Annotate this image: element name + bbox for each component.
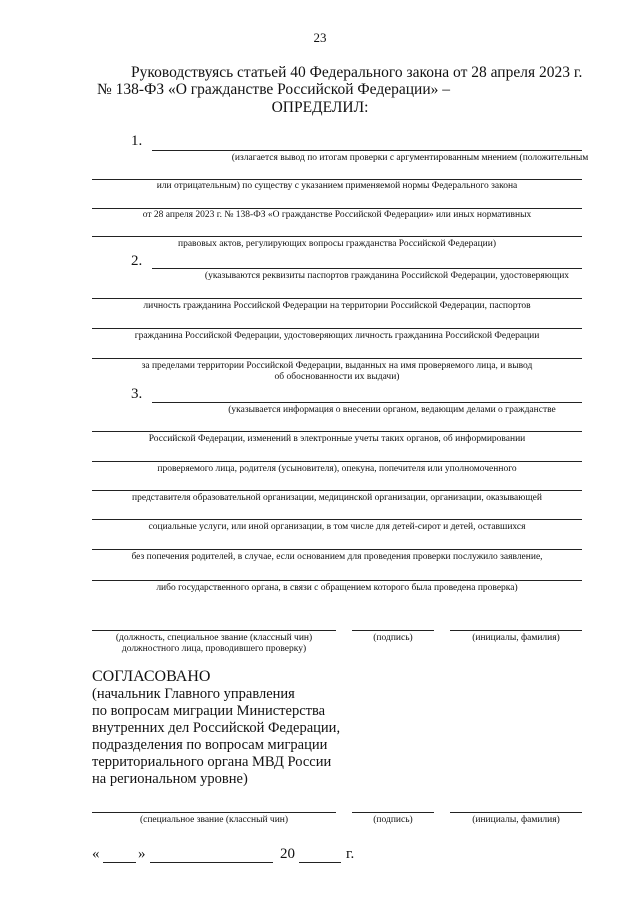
item-3-number: 3.: [131, 386, 143, 402]
item-1-blank-line: [152, 150, 582, 151]
item-3-note-4: представителя образовательной организации, медицинской организации, организации, оказывающей: [132, 493, 542, 503]
item-3-line-3: [92, 461, 582, 462]
item-2-note-4: за пределами территории Российской Федерации, выданных на имя проверяемого лица, и вывод: [141, 361, 533, 371]
signature-2-sign-line: [352, 812, 434, 813]
signature-2-rank-label: (специальное звание (классный чин): [139, 815, 289, 825]
signature-1-sign-line: [352, 630, 434, 631]
signature-1-name-label: (инициалы, фамилия): [472, 633, 560, 643]
page-number: 23: [313, 30, 327, 45]
item-2-note-1: (указываются реквизиты паспортов гражданина Российской Федерации, удостоверяющих: [204, 271, 570, 281]
item-1-line-3: [92, 208, 582, 209]
date-month-line: [150, 862, 273, 863]
approval-line-5: территориального органа МВД России: [92, 754, 332, 770]
signature-2-name-line: [450, 812, 582, 813]
item-3-note-7: либо государственного органа, в связи с обращением которого была проведена проверка): [156, 583, 518, 593]
approval-line-6: на региональном уровне): [92, 771, 248, 787]
signature-2-name-label: (инициалы, фамилия): [472, 815, 560, 825]
item-1-number: 1.: [131, 133, 143, 149]
date-open-quote: «: [92, 846, 100, 862]
item-3-note-1: (указывается информация о внесении органом, ведающим делами о гражданстве: [228, 405, 556, 415]
item-2-note-2: личность гражданина Российской Федерации на территории Российской Федерации, паспортов: [143, 301, 531, 311]
signature-1-position-line: [92, 630, 336, 631]
item-2-note-5: об обоснованности их выдачи): [274, 372, 400, 382]
item-3-line-2: [92, 431, 582, 432]
item-2-blank-line: [152, 268, 582, 269]
item-1-note-4: правовых актов, регулирующих вопросы гражданства Российской Федерации): [177, 239, 497, 249]
item-1-note-1: (излагается вывод по итогам проверки с аргументированным мнением (положительным: [231, 153, 589, 163]
item-3-blank-line: [152, 402, 582, 403]
item-3-line-5: [92, 519, 582, 520]
item-2-note-3: гражданина Российской Федерации, удостоверяющих личность гражданина Российской Федерации: [134, 331, 540, 341]
signature-1-sign-label: (подпись): [373, 633, 413, 643]
date-year-prefix: 20: [280, 846, 295, 862]
signature-1-position-label-1: (должность, специальное звание (классный чин): [115, 633, 313, 643]
item-1-note-3: от 28 апреля 2023 г. № 138-ФЗ «О гражданстве Российской Федерации» или иных нормативных: [142, 210, 532, 220]
item-1-note-2: или отрицательным) по существу с указанием применяемой нормы Федерального закона: [156, 181, 518, 191]
item-2-line-4: [92, 358, 582, 359]
heading-determined: ОПРЕДЕЛИЛ:: [271, 99, 369, 116]
item-3-line-4: [92, 490, 582, 491]
approval-line-2: по вопросам миграции Министерства: [92, 703, 326, 719]
item-3-line-7: [92, 580, 582, 581]
item-2-line-2: [92, 298, 582, 299]
signature-2-sign-label: (подпись): [373, 815, 413, 825]
item-3-line-6: [92, 549, 582, 550]
item-3-note-5: социальные услуги, или иной организации, в том числе для детей-сирот и детей, оставшихся: [148, 522, 526, 532]
item-2-line-3: [92, 328, 582, 329]
signature-1-name-line: [450, 630, 582, 631]
item-3-note-6: без попечения родителей, в случае, если основанием для проведения проверки послужило заявление,: [131, 552, 543, 562]
intro-line-1: Руководствуясь статьей 40 Федерального закона от 28 апреля 2023 г.: [131, 64, 583, 81]
approval-title: СОГЛАСОВАНО: [92, 668, 211, 685]
date-year-line: [299, 862, 341, 863]
date-day-line: [103, 862, 136, 863]
item-3-note-3: проверяемого лица, родителя (усыновителя), опекуна, попечителя или уполномоченного: [157, 464, 517, 474]
item-2-number: 2.: [131, 253, 143, 269]
signature-2-rank-line: [92, 812, 336, 813]
item-1-line-4: [92, 236, 582, 237]
intro-line-2: № 138-ФЗ «О гражданстве Российской Федерации» –: [97, 81, 451, 98]
approval-line-3: внутренних дел Российской Федерации,: [92, 720, 341, 736]
item-1-line-2: [92, 179, 582, 180]
date-close-quote: »: [138, 846, 146, 862]
signature-1-position-label-2: должностного лица, проводившего проверку): [121, 644, 307, 654]
approval-line-1: (начальник Главного управления: [92, 686, 295, 702]
date-year-suffix: г.: [346, 846, 355, 862]
approval-line-4: подразделения по вопросам миграции: [92, 737, 328, 753]
item-3-note-2: Российской Федерации, изменений в электронные учеты таких органов, об информировании: [148, 434, 526, 444]
